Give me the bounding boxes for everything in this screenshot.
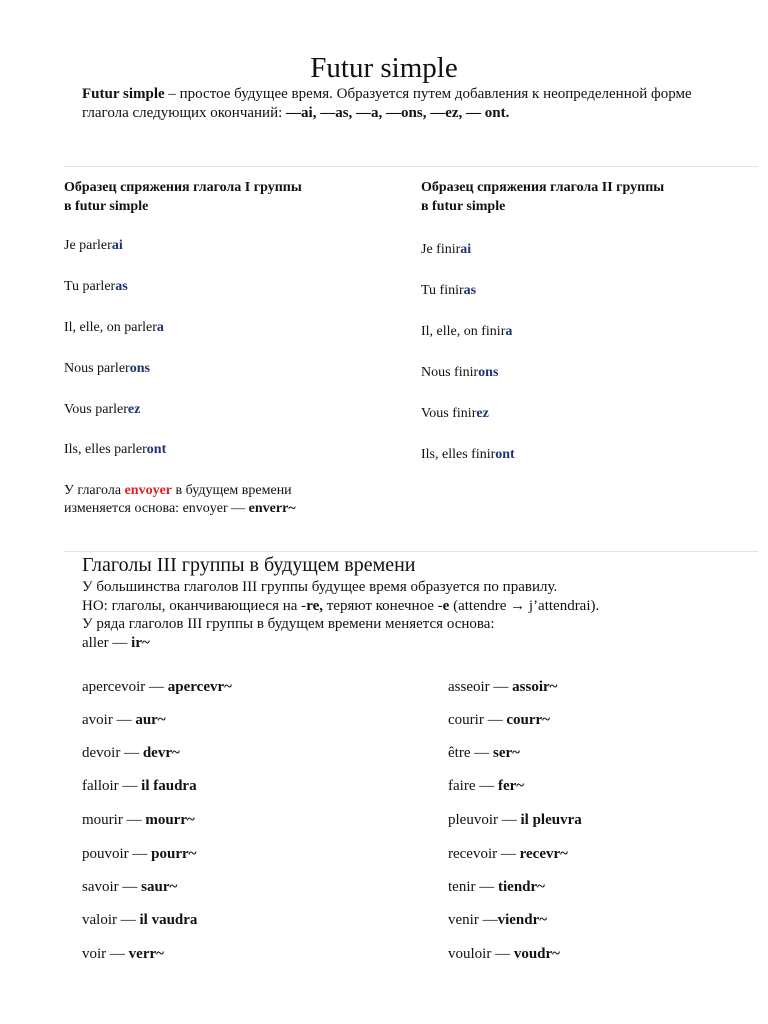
group1-row — [64, 360, 150, 378]
conj-stem: Tu parler — [64, 279, 116, 294]
verb-infinitive: apercevoir — — [82, 679, 168, 695]
verb-infinitive: savoir — — [82, 879, 142, 895]
verb-item — [82, 777, 197, 796]
verb-stem: ser~ — [492, 745, 520, 761]
group1-row — [64, 237, 123, 255]
conj-ending: ez — [127, 402, 141, 417]
verb-item — [82, 678, 232, 697]
verb-item — [448, 945, 560, 964]
group2-row — [421, 446, 515, 464]
group1-heading — [64, 178, 364, 216]
verb-stem: il vaudra — [139, 912, 198, 928]
intro-endings: —ai, —as, —a, —ons, —ez, — ont. — [286, 105, 510, 121]
verb-infinitive: faire — — [448, 778, 498, 794]
verb-stem: fer~ — [497, 778, 525, 794]
line-text: теряют конечное - — [322, 597, 443, 614]
verb-infinitive: recevoir — — [448, 846, 520, 862]
verb-stem: tiendr~ — [498, 879, 545, 895]
conj-stem: Nous parler — [64, 361, 130, 376]
verb-item — [448, 711, 550, 730]
verb-stem: recevr~ — [519, 846, 568, 862]
verb-infinitive: courir — — [448, 712, 507, 728]
line-text: (attendre → j’attendrai). — [449, 597, 600, 614]
verb-stem: courr~ — [506, 712, 550, 728]
verb-item — [448, 678, 557, 697]
group2-row — [421, 241, 471, 259]
conj-stem: Nous finir — [421, 365, 479, 380]
verb-item — [82, 845, 196, 864]
verb-item — [82, 811, 195, 830]
verb-stem: assoir~ — [512, 679, 558, 695]
conj-stem: Je finir — [421, 242, 461, 257]
verb-infinitive: asseoir — — [448, 679, 513, 695]
verb-infinitive: venir — — [448, 912, 498, 928]
conj-stem: Vous finir — [421, 406, 477, 421]
line-text: НО: глаголы, оканчивающиеся на - — [82, 597, 307, 614]
conj-ending: ont — [495, 447, 515, 462]
verb-item — [448, 811, 582, 830]
verb-item — [448, 777, 524, 796]
verb-stem: devr~ — [142, 745, 180, 761]
conj-stem: Tu finir — [421, 283, 464, 298]
verb-stem: saur~ — [141, 879, 178, 895]
intro-paragraph — [82, 85, 742, 123]
verb-infinitive: pouvoir — — [82, 846, 152, 862]
conj-stem: Vous parler — [64, 402, 128, 417]
group2-heading — [421, 178, 721, 216]
verb-item — [448, 878, 545, 897]
verb-infinitive: aller — — [82, 634, 132, 651]
verb-item — [82, 711, 166, 730]
group1-row — [64, 401, 140, 419]
verb-stem: apercevr~ — [167, 679, 232, 695]
conj-ending: ai — [111, 238, 123, 253]
conj-ending: as — [115, 279, 128, 294]
note-text: У глагола — [64, 483, 125, 498]
verb-infinitive: voir — — [82, 946, 129, 962]
line-bold: e — [442, 597, 450, 614]
conj-ending: ons — [129, 361, 150, 376]
verb-item — [82, 878, 177, 897]
group3-line1: У большинства глаголов III группы будущее время образуется по правилу. — [82, 579, 558, 595]
conj-ending: ai — [460, 242, 472, 257]
group3-heading: Глаголы III группы в будущем времени — [82, 554, 416, 576]
verb-stem: il pleuvra — [520, 812, 582, 828]
verb-infinitive: falloir — — [82, 778, 142, 794]
verb-stem: viendr~ — [497, 912, 548, 928]
verb-infinitive: être — — [448, 745, 493, 761]
verb-infinitive: tenir — — [448, 879, 498, 895]
intro-text: – простое будущее время. Образуется путем добавления к неопределенной форме глагола следующих окончаний: — [82, 86, 692, 121]
group1-row — [64, 441, 166, 459]
conj-ending: ez — [476, 406, 489, 421]
envoyer-stem: enverr~ — [248, 501, 296, 516]
group2-row — [421, 323, 512, 341]
verb-stem: voudr~ — [513, 946, 560, 962]
verb-infinitive: mourir — — [82, 812, 146, 828]
envoyer-verb: envoyer — [124, 483, 172, 498]
verb-stem: aur~ — [135, 712, 166, 728]
group2-row — [421, 364, 498, 382]
group2-heading-line1: Образец спряжения глагола II группы — [421, 180, 665, 195]
verb-item — [448, 744, 520, 763]
verb-infinitive: pleuvoir — — [448, 812, 521, 828]
group1-heading-line1: Образец спряжения глагола I группы — [64, 180, 302, 195]
conj-stem: Il, elle, on parler — [64, 320, 157, 335]
verb-infinitive: avoir — — [82, 712, 136, 728]
conj-ending: ons — [478, 365, 499, 380]
conj-stem: Ils, elles finir — [421, 447, 496, 462]
verb-infinitive: vouloir — — [448, 946, 514, 962]
envoyer-note — [64, 482, 384, 518]
page-title: Futur simple — [310, 52, 458, 84]
verb-item — [82, 911, 197, 930]
verb-item — [82, 744, 180, 763]
envoyer-note-line2 — [64, 500, 384, 518]
group1-row — [64, 319, 164, 337]
group3-aller — [82, 634, 742, 653]
envoyer-note-line1 — [64, 482, 384, 500]
group3-line3: У ряда глаголов III группы в будущем времени меняется основа: — [82, 616, 495, 632]
verb-stem: pourr~ — [151, 846, 197, 862]
conj-stem: Je parler — [64, 238, 112, 253]
note-text: в будущем времени — [172, 483, 292, 498]
group2-heading-line2: в futur simple — [421, 199, 506, 214]
conj-stem: Ils, elles parler — [64, 442, 147, 457]
line-bold: re, — [306, 597, 323, 614]
intro-term: Futur simple — [82, 86, 165, 102]
group2-row — [421, 282, 476, 300]
group2-row — [421, 405, 489, 423]
group3-description — [82, 578, 742, 652]
group3-line2 — [82, 597, 742, 616]
verb-infinitive: valoir — — [82, 912, 140, 928]
verb-item — [448, 845, 568, 864]
group1-row — [64, 278, 128, 296]
verb-item — [82, 945, 164, 964]
verb-stem: mourr~ — [145, 812, 195, 828]
verb-stem: verr~ — [128, 946, 164, 962]
note-text: изменяется основа: envoyer — — [64, 501, 249, 516]
conj-ending: as — [463, 283, 477, 298]
conj-ending: a — [156, 320, 164, 335]
conj-stem: Il, elle, on finir — [421, 324, 506, 339]
verb-stem: ir~ — [131, 634, 150, 651]
conj-ending: a — [505, 324, 513, 339]
verb-item — [448, 911, 547, 930]
verb-infinitive: devoir — — [82, 745, 143, 761]
verb-stem: il faudra — [141, 778, 197, 794]
conj-ending: ont — [146, 442, 167, 457]
divider-top — [64, 166, 758, 167]
group1-heading-line2: в futur simple — [64, 199, 149, 214]
